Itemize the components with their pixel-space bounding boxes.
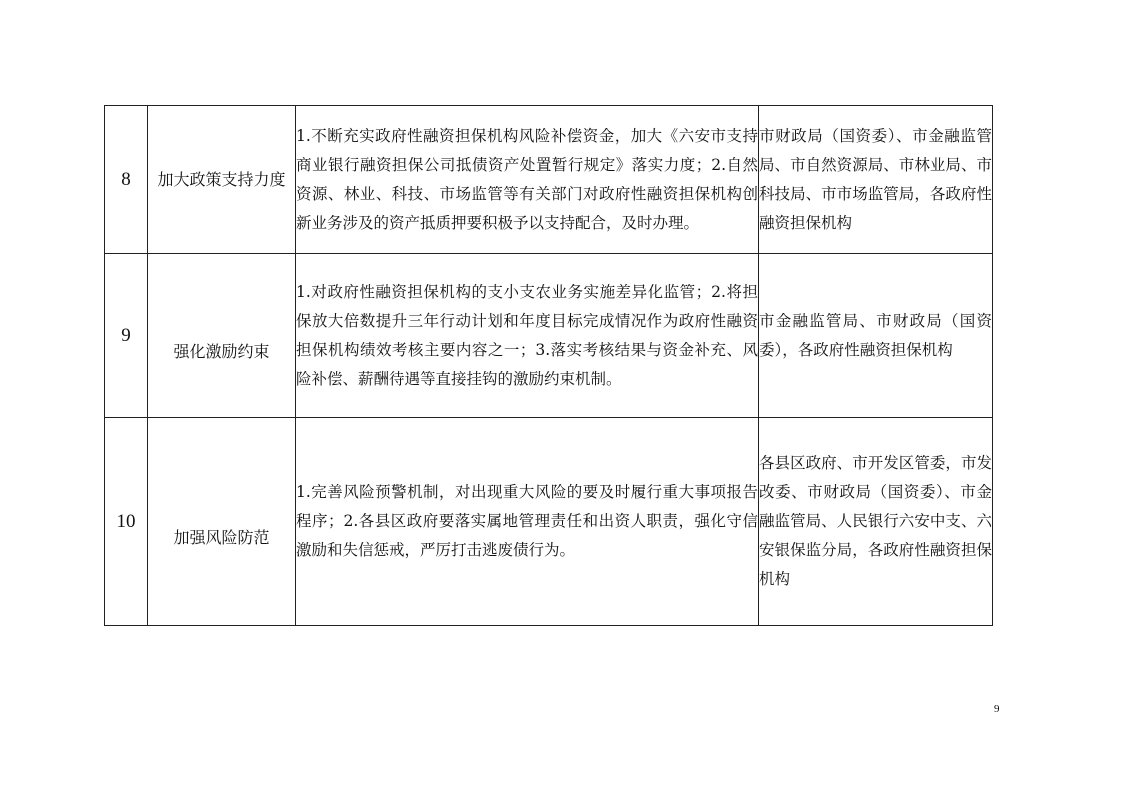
- row-number: 8: [105, 106, 148, 254]
- row-number: 9: [105, 254, 148, 418]
- table-row: [105, 106, 993, 254]
- responsible-units: 市财政局（国资委）、市金融监管局、市自然资源局、市林业局、市科技局、市市场监管局，各政府性融资担保机构: [759, 106, 993, 254]
- task-name-text: 强化激励约束: [173, 342, 270, 361]
- task-name: [148, 254, 296, 418]
- measures-text: 1.不断充实政府性融资担保机构风险补偿资金，加大《六安市支持商业银行融资担保公司抵债资产处置暂行规定》落实力度；2.自然资源、林业、科技、市场监管等有关部门对政府性融资担保机构创新业务涉及的资产抵质押要积极予以支持配合，及时办理。: [296, 106, 759, 254]
- measures-text: 1.完善风险预警机制，对出现重大风险的要及时履行重大事项报告程序；2.各县区政府要落实属地管理责任和出资人职责，强化守信激励和失信惩戒，严厉打击逃废债行为。: [296, 418, 759, 626]
- policy-table: [104, 105, 993, 626]
- page-number: 9: [994, 703, 1000, 715]
- table-row: [105, 254, 993, 418]
- responsible-units: 市金融监管局、市财政局（国资委），各政府性融资担保机构: [759, 254, 993, 418]
- task-name: 加大政策支持力度: [148, 106, 296, 254]
- table-row: [105, 418, 993, 626]
- task-name-text: 加强风险防范: [173, 528, 270, 547]
- row-number: 10: [105, 418, 148, 626]
- responsible-units: 各县区政府、市开发区管委，市发改委、市财政局（国资委）、市金融监管局、人民银行六安中支、六安银保监分局，各政府性融资担保机构: [759, 418, 993, 626]
- task-name: [148, 418, 296, 626]
- measures-text: 1.对政府性融资担保机构的支小支农业务实施差异化监管；2.将担保放大倍数提升三年行动计划和年度目标完成情况作为政府性融资担保机构绩效考核主要内容之一；3.落实考核结果与资金补充、风险补偿、薪酬待遇等直接挂钩的激励约束机制。: [296, 254, 759, 418]
